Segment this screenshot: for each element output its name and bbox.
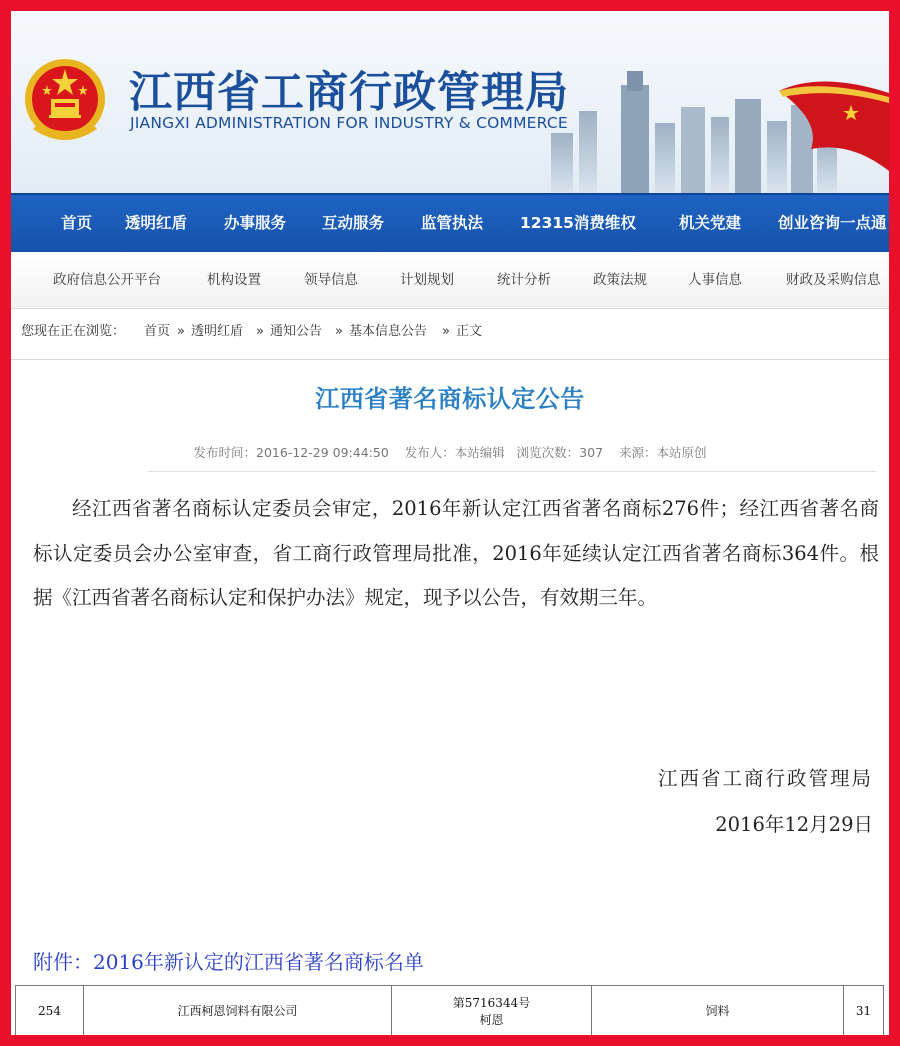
- trademark-table: [15, 985, 884, 1035]
- skyline-illustration: [521, 51, 889, 193]
- table-reg-no: 第5716344号: [452, 995, 531, 1010]
- sub-nav-finance[interactable]: 财政及采购信息: [786, 272, 881, 288]
- attachment-link[interactable]: 附件：2016年新认定的江西省著名商标名单: [33, 950, 424, 974]
- sub-nav-organization[interactable]: 机构设置: [207, 272, 261, 288]
- views-count: 307: [579, 445, 604, 460]
- main-nav: [11, 193, 889, 252]
- signature-date: 2016年12月29日: [715, 813, 873, 836]
- table-cell-category: 饲料: [592, 986, 844, 1035]
- sub-nav-gov-info[interactable]: 政府信息公开平台: [53, 272, 161, 288]
- site-title: 江西省工商行政管理局: [129, 68, 569, 118]
- main-nav-supervision[interactable]: 监管执法: [421, 214, 484, 232]
- breadcrumb-separator: »: [335, 324, 343, 339]
- main-nav-interaction[interactable]: 互动服务: [322, 214, 385, 232]
- breadcrumb-current: 正文: [456, 324, 483, 339]
- publisher-label: 发布人：: [404, 445, 455, 460]
- main-nav-transparent-red-shield[interactable]: 透明红盾: [125, 214, 188, 232]
- national-emblem-icon: [19, 55, 111, 147]
- sub-nav-statistics[interactable]: 统计分析: [497, 272, 551, 288]
- site-subtitle: JIANGXI ADMINISTRATION FOR INDUSTRY & COMMERCE: [130, 114, 568, 132]
- views-label: 浏览次数：: [516, 445, 580, 460]
- sub-nav-personnel[interactable]: 人事信息: [688, 272, 742, 288]
- source: 本站原创: [656, 445, 707, 460]
- table-cell-index: 254: [16, 986, 84, 1035]
- table-cell-company: 江西柯恩饲料有限公司: [84, 986, 392, 1035]
- article-meta: [11, 443, 889, 461]
- article-body: 经江西省著名商标认定委员会审定，2016年新认定江西省著名商标276件；经江西省著名商标认定委员会办公室审查，省工商行政管理局批准，2016年延续认定江西省著名商标364件。根据《江西省著名商标认定和保护办法》规定，现予以公告，有效期三年。: [33, 497, 879, 609]
- breadcrumb-notices[interactable]: 通知公告: [270, 324, 323, 339]
- source-label: 来源：: [618, 445, 657, 460]
- main-nav-12315[interactable]: 12315消费维权: [520, 214, 636, 232]
- sub-nav-policy[interactable]: 政策法规: [593, 272, 647, 288]
- article-title: 江西省著名商标认定公告: [315, 385, 585, 413]
- main-nav-services[interactable]: 办事服务: [224, 214, 287, 232]
- publish-time: 2016-12-29 09:44:50: [256, 445, 389, 460]
- table-mark: 柯恩: [479, 1012, 504, 1027]
- breadcrumb-separator: »: [177, 324, 185, 339]
- page: [11, 11, 889, 1035]
- breadcrumb-separator: »: [442, 324, 450, 339]
- main-nav-party-building[interactable]: 机关党建: [679, 214, 742, 232]
- sub-nav-planning[interactable]: 计划规划: [400, 272, 454, 288]
- meta-divider: [148, 471, 876, 472]
- publisher: 本站编辑: [454, 445, 505, 460]
- sub-nav-leaders[interactable]: 领导信息: [304, 272, 358, 288]
- main-nav-startup-consult[interactable]: 创业咨询一点通: [778, 214, 887, 232]
- publish-time-label: 发布时间：: [193, 445, 257, 460]
- breadcrumb-prefix: 您现在正在浏览：: [21, 324, 126, 339]
- breadcrumb-basic-info[interactable]: 基本信息公告: [349, 324, 428, 339]
- header-banner: [11, 11, 889, 193]
- breadcrumb-separator: »: [256, 324, 264, 339]
- sub-nav: [11, 252, 889, 309]
- table-cell-class: 31: [844, 986, 884, 1035]
- table-cell-regno: [392, 986, 592, 1035]
- main-nav-home[interactable]: 首页: [61, 214, 93, 232]
- signature-org: 江西省工商行政管理局: [657, 767, 873, 790]
- breadcrumb-transparent-red-shield[interactable]: 透明红盾: [191, 324, 244, 339]
- breadcrumb: [11, 311, 889, 360]
- breadcrumb-home[interactable]: 首页: [144, 324, 171, 339]
